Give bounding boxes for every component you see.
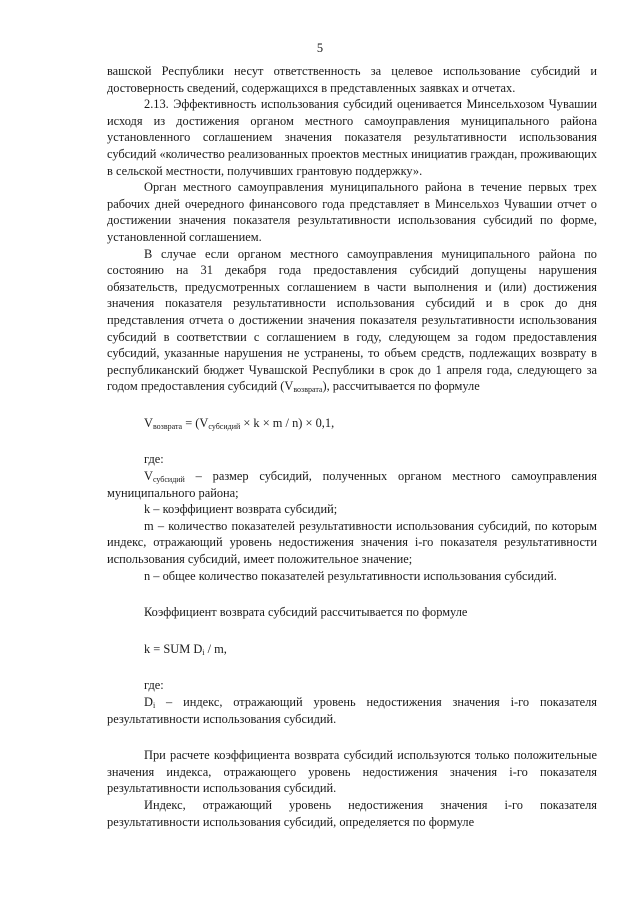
formula-coefficient: k = SUM $D_i$ / m, xyxy=(144,641,227,657)
paragraph-violation xyxy=(107,246,597,395)
where-label-1: где: xyxy=(144,452,164,467)
definition-d: $D_i$ – индекс, отражающий уровень недостижения значения i-го показателя результативности использования субсидий. xyxy=(107,695,597,726)
v-return-subscript: возврата xyxy=(293,385,323,395)
violation-text: В случае если органом местного самоуправления муниципального района по состоянию на 31 декабря года предоставления субсидий допущены нарушения обязательств, предусмотренных соглашением в части выполнения и (или) достижения значения показателя результативности использования субсидий и в срок до дня представления отчета о достижении значения показателя результативности использования субсидий в соответствии с соглашением в году, следующем за годом предоставления субсидий, указанные нарушения не устранены, то объем средств, подлежащих возврату в республиканский бюджет Чувашской Республики в срок до 1 апреля года, следующего за годом предоставления субсидий (V xyxy=(107,246,597,394)
paragraph-report: Орган местного самоуправления муниципального района в течение первых трех рабочих дней очередного финансового года представляет в Минсельхоз Чувашии отчет о достижении значения показателя результативности использования субсидий по форме, установленной соглашением. xyxy=(107,180,597,244)
paragraph-2-13: 2.13. Эффективность использования субсидий оценивается Минсельхозом Чувашии исходя из достижения органом местного самоуправления муниципального района установленного соглашением значения показателя результативности использования субсидий «количество реализованных проектов местных инициатив граждан, проживающих в сельской местности, получивших грантовую поддержку». xyxy=(107,97,598,178)
document-body xyxy=(107,63,597,830)
definition-k: k – коэффициент возврата субсидий; xyxy=(144,502,338,517)
paragraph-positive-values: При расчете коэффициента возврата субсидий используются только положительные значения индекса, отражающего уровень недостижения значения i-го показателя результативности использования субсидий. xyxy=(107,748,597,796)
definition-n: n – общее количество показателей результативности использования субсидий. xyxy=(144,568,557,583)
formula-return-volume: $V_{возврата} = (V_{субсидий} \times k \times m / n) \times 0,1$, xyxy=(144,415,335,431)
paragraph-responsibility: вашской Республики несут ответственность за целевое использование субсидий и достоверность сведений, содержащихся в представленных заявках и отчетах. xyxy=(107,64,597,95)
coefficient-intro: Коэффициент возврата субсидий рассчитывается по формуле xyxy=(144,605,468,620)
paragraph-index-formula: Индекс, отражающий уровень недостижения значения i-го показателя результативности использования субсидий, определяется по формуле xyxy=(107,797,597,829)
page-number: 5 xyxy=(316,41,324,55)
where-label-2: где: xyxy=(144,678,164,693)
definition-m: m – количество показателей результативности использования субсидий, по которым индекс, отражающий уровень недостижения значения i-го показателя результативности использования субсидий, имеет положительное значение; xyxy=(107,518,597,567)
violation-tail: ), рассчитывается по формуле xyxy=(322,379,480,394)
definition-v-subsidy: $V_{субсидий}$ – размер субсидий, полученных органом местного самоуправления муниципального района; xyxy=(107,469,597,500)
